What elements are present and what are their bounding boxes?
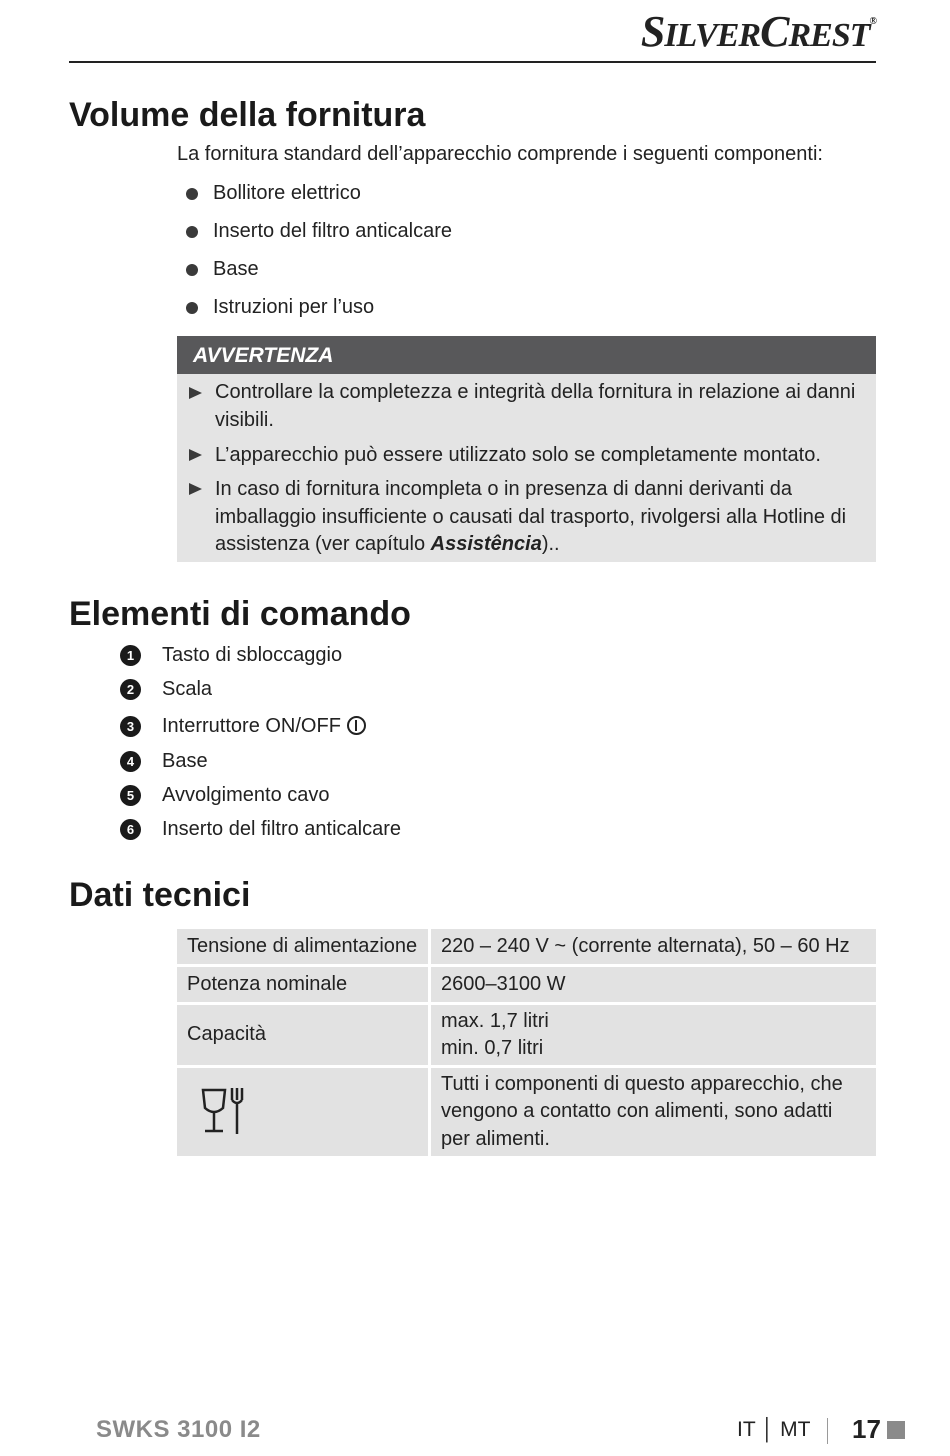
delivery-list xyxy=(183,180,452,332)
table-row xyxy=(177,967,876,1002)
footer-divider xyxy=(827,1418,828,1444)
section-title-delivery: Volume della fornitura xyxy=(69,96,426,134)
bullet-icon xyxy=(186,188,198,200)
section-title-specs: Dati tecnici xyxy=(69,876,251,914)
brand-logo: SILVERCREST® xyxy=(640,7,876,56)
list-item: Bollitore elettrico xyxy=(183,180,452,218)
warning-item: Controllare la completezza e integrità della fornitura in relazione ai danni visibili. xyxy=(215,381,856,431)
number-badge-icon: 6 xyxy=(120,819,141,840)
spec-value: 220 – 240 V ~ (corrente alternata), 50 – 60 Hz xyxy=(431,929,876,964)
list-item: Istruzioni per l’uso xyxy=(183,294,452,332)
delivery-intro: La fornitura standard dell’apparecchio comprende i seguenti componenti: xyxy=(177,143,823,165)
arrow-right-icon xyxy=(189,387,202,399)
spec-key: Capacità xyxy=(177,1005,431,1065)
table-row xyxy=(177,1005,876,1065)
number-badge-icon: 1 xyxy=(120,645,141,666)
warning-heading: AVVERTENZA xyxy=(177,336,876,374)
warning-box xyxy=(177,336,876,562)
footer-languages: IT │ MT xyxy=(737,1418,811,1441)
square-marker-icon xyxy=(887,1421,905,1439)
power-symbol-icon xyxy=(347,716,366,735)
food-safe-glass-fork-icon xyxy=(199,1086,247,1138)
bullet-icon xyxy=(186,264,198,276)
page-number: 17 xyxy=(852,1414,881,1444)
specs-table xyxy=(177,926,876,1159)
header-rule xyxy=(69,61,876,63)
spec-key xyxy=(177,1068,431,1156)
spec-value: 2600–3100 W xyxy=(431,967,876,1002)
list-item: Base xyxy=(183,256,452,294)
bullet-icon xyxy=(186,226,198,238)
number-badge-icon: 3 xyxy=(120,716,141,737)
warning-item: In caso di fornitura incompleta o in presenza di danni derivanti da imballaggio insufficiente o causati dal trasporto, rivolgersi alla Hotline di assistenza (ver capítulo Assistência).. xyxy=(215,478,847,555)
list-item: Inserto del filtro anticalcare xyxy=(183,218,452,256)
spec-value: Tutti i componenti di questo apparecchio, che vengono a contatto con alimenti, sono adatti per alimenti. xyxy=(431,1068,876,1156)
number-badge-icon: 4 xyxy=(120,751,141,772)
arrow-right-icon xyxy=(189,449,202,461)
spec-value: max. 1,7 litri min. 0,7 litri xyxy=(431,1005,876,1065)
number-badge-icon: 5 xyxy=(120,785,141,806)
warning-item: L’apparecchio può essere utilizzato solo se completamente montato. xyxy=(215,444,821,466)
spec-key: Potenza nominale xyxy=(177,967,431,1002)
arrow-right-icon xyxy=(189,483,202,495)
footer-model: SWKS 3100 I2 xyxy=(96,1416,261,1443)
table-row xyxy=(177,929,876,964)
bullet-icon xyxy=(186,302,198,314)
section-title-controls: Elementi di comando xyxy=(69,595,411,633)
table-row xyxy=(177,1068,876,1156)
spec-key: Tensione di alimentazione xyxy=(177,929,431,964)
number-badge-icon: 2 xyxy=(120,679,141,700)
